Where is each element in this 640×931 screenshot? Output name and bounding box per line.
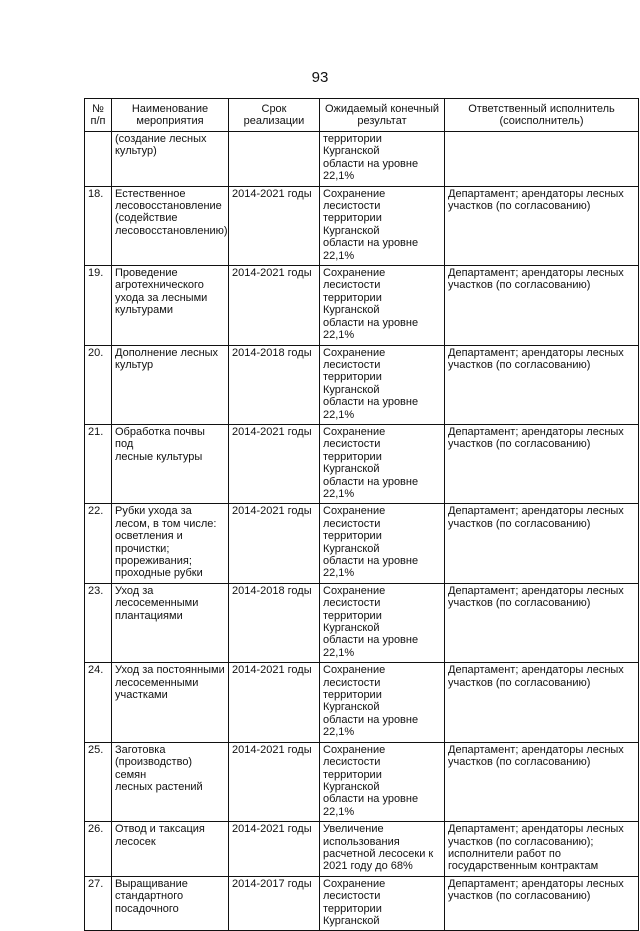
table-row — [85, 583, 639, 662]
cell-name: Уход за лесосеменными плантациями — [112, 583, 229, 662]
cell-term: 2014-2018 годы — [229, 583, 320, 662]
cell-name: Естественное лесовосстановление (содействие лесовосстановлению) — [112, 186, 229, 265]
header-responsible: Ответственный исполнитель (соисполнитель) — [445, 99, 639, 132]
cell-result: Сохранение лесистости территории Курганской области на уровне 22,1% — [320, 424, 445, 503]
cell-result: Сохранение лесистости территории Курганской области на уровне 22,1% — [320, 266, 445, 345]
cell-num: 24. — [85, 663, 112, 742]
cell-responsible: Департамент; арендаторы лесных участков (по согласованию) — [445, 742, 639, 821]
page-number: 93 — [311, 69, 329, 86]
cell-result: Сохранение лесистости территории Курганской области на уровне 22,1% — [320, 583, 445, 662]
cell-name: Выращивание стандартного посадочного — [112, 876, 229, 931]
cell-term: 2014-2021 годы — [229, 822, 320, 877]
cell-name: Дополнение лесных культур — [112, 345, 229, 424]
cell-responsible: Департамент; арендаторы лесных участков (по согласованию) — [445, 663, 639, 742]
cell-num: 20. — [85, 345, 112, 424]
cell-responsible: Департамент; арендаторы лесных участков (по согласованию) — [445, 186, 639, 265]
cell-term: 2014-2021 годы — [229, 504, 320, 583]
cell-num: 23. — [85, 583, 112, 662]
cell-num: 21. — [85, 424, 112, 503]
cell-num: 22. — [85, 504, 112, 583]
cell-name: Заготовка (производство) семян лесных растений — [112, 742, 229, 821]
cell-result: Сохранение лесистости территории Курганской области на уровне 22,1% — [320, 186, 445, 265]
cell-term: 2014-2021 годы — [229, 186, 320, 265]
cell-name: Рубки ухода за лесом, в том числе: осветления и прочистки; прореживания; проходные рубки — [112, 504, 229, 583]
cell-term: 2014-2021 годы — [229, 742, 320, 821]
cell-result: Сохранение лесистости территории Курганской — [320, 876, 445, 931]
cell-num: 19. — [85, 266, 112, 345]
cell-name: Уход за постоянными лесосеменными участками — [112, 663, 229, 742]
cell-num: 26. — [85, 822, 112, 877]
cell-name: (создание лесных культур) — [112, 132, 229, 187]
table-row — [85, 504, 639, 583]
table-row — [85, 424, 639, 503]
cell-responsible: Департамент; арендаторы лесных участков (по согласованию) — [445, 876, 639, 931]
cell-responsible: Департамент; арендаторы лесных участков (по согласованию) — [445, 345, 639, 424]
table-row — [85, 186, 639, 265]
cell-result: территории Курганской области на уровне 22,1% — [320, 132, 445, 187]
header-name: Наименование мероприятия — [112, 99, 229, 132]
header-term: Срок реализации — [229, 99, 320, 132]
cell-term: 2014-2021 годы — [229, 266, 320, 345]
cell-responsible: Департамент; арендаторы лесных участков (по согласованию) — [445, 583, 639, 662]
measures-table — [84, 98, 639, 931]
cell-name: Обработка почвы под лесные культуры — [112, 424, 229, 503]
header-result: Ожидаемый конечный результат — [320, 99, 445, 132]
cell-responsible: Департамент; арендаторы лесных участков (по согласованию) — [445, 504, 639, 583]
table-row — [85, 345, 639, 424]
table-row — [85, 822, 639, 877]
cell-num: 18. — [85, 186, 112, 265]
cell-term: 2014-2018 годы — [229, 345, 320, 424]
table-row — [85, 266, 639, 345]
cell-responsible: Департамент; арендаторы лесных участков (по согласованию) — [445, 266, 639, 345]
cell-term — [229, 132, 320, 187]
cell-result: Увеличение использования расчетной лесосеки к 2021 году до 68% — [320, 822, 445, 877]
cell-term: 2014-2021 годы — [229, 663, 320, 742]
cell-num: 27. — [85, 876, 112, 931]
cell-num: 25. — [85, 742, 112, 821]
header-num: № п/п — [85, 99, 112, 132]
cell-term: 2014-2017 годы — [229, 876, 320, 931]
cell-result: Сохранение лесистости территории Курганской области на уровне 22,1% — [320, 345, 445, 424]
cell-responsible — [445, 132, 639, 187]
cell-result: Сохранение лесистости территории Курганской области на уровне 22,1% — [320, 663, 445, 742]
cell-name: Отвод и таксация лесосек — [112, 822, 229, 877]
cell-responsible: Департамент; арендаторы лесных участков (по согласованию); исполнители работ по государственным контрактам — [445, 822, 639, 877]
table-row — [85, 663, 639, 742]
table-row — [85, 742, 639, 821]
table-row-continuation — [85, 132, 639, 187]
cell-responsible: Департамент; арендаторы лесных участков (по согласованию) — [445, 424, 639, 503]
cell-term: 2014-2021 годы — [229, 424, 320, 503]
cell-num — [85, 132, 112, 187]
cell-name: Проведение агротехнического ухода за лесными культурами — [112, 266, 229, 345]
table-header-row — [85, 99, 639, 132]
table-row — [85, 876, 639, 931]
cell-result: Сохранение лесистости территории Курганской области на уровне 22,1% — [320, 742, 445, 821]
cell-result: Сохранение лесистости территории Курганской области на уровне 22,1% — [320, 504, 445, 583]
